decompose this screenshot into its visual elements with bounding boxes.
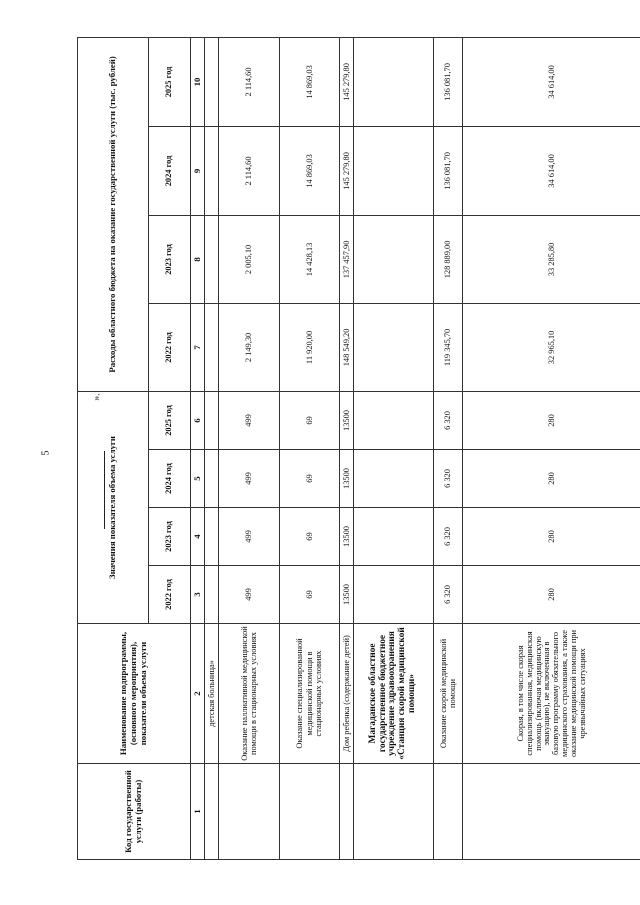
closing-line <box>104 451 105 529</box>
row-value <box>354 391 434 449</box>
row-expense <box>205 215 219 303</box>
table-row <box>279 37 339 859</box>
column-number-row <box>190 37 205 859</box>
year-2025-values: 2025 год <box>148 391 190 449</box>
row-expense: 2 114,60 <box>219 37 279 126</box>
row-value <box>354 566 434 624</box>
row-code <box>219 764 279 860</box>
row-expense: 32 965,10 <box>463 303 640 391</box>
row-expense <box>354 37 434 126</box>
row-expense: 145 279,80 <box>339 37 353 126</box>
row-name: Магаданское областное государственное бюджетное учреждение здравоохранения «Станция скорой медицинской помощи» <box>354 624 434 764</box>
header-code: Код государственной услуги (работы) <box>78 764 191 860</box>
row-value <box>354 450 434 508</box>
row-expense: 137 457,90 <box>339 215 353 303</box>
row-code <box>279 764 339 860</box>
column-number: 2 <box>190 624 205 764</box>
row-expense: 14 869,03 <box>279 37 339 126</box>
row-name: Скорая, в том числе скорая специализированная, медицинская помощь (включая медицинскую эвакуацию), не включенная в базовую программу обязательного медицинского страхования, а также оказание медицинской помощи при чрезвычайных ситуациях <box>463 624 640 764</box>
row-code <box>339 764 353 860</box>
row-expense: 145 279,80 <box>339 126 353 215</box>
row-expense: 136 081,70 <box>433 37 463 126</box>
column-number: 5 <box>190 450 205 508</box>
header-values: Значения показателя объема услуги <box>78 391 149 623</box>
column-number: 3 <box>190 566 205 624</box>
row-value: 280 <box>463 450 640 508</box>
year-2025-expenses: 2025 год <box>148 37 190 126</box>
row-value <box>205 508 219 566</box>
row-value: 69 <box>279 566 339 624</box>
header-row-1 <box>78 37 149 859</box>
year-2022-values: 2022 год <box>148 566 190 624</box>
row-value: 6 320 <box>433 391 463 449</box>
row-value: 13500 <box>339 566 353 624</box>
row-value: 499 <box>219 508 279 566</box>
column-number: 10 <box>190 37 205 126</box>
row-expense: 11 920,00 <box>279 303 339 391</box>
year-2023-values: 2023 год <box>148 508 190 566</box>
row-name: Оказание специализированной медицинской помощи в стационарных условиях <box>279 624 339 764</box>
row-value: 6 320 <box>433 450 463 508</box>
header-name: Наименование подпрограммы, (основного мероприятия), показатели объема услуги <box>78 624 191 764</box>
column-number: 8 <box>190 215 205 303</box>
row-code <box>205 764 219 860</box>
row-value: 499 <box>219 566 279 624</box>
year-2024-values: 2024 год <box>148 450 190 508</box>
page-number: 5 <box>40 450 52 456</box>
table-row <box>433 37 463 859</box>
row-expense <box>205 126 219 215</box>
row-value: 69 <box>279 391 339 449</box>
column-number: 1 <box>190 764 205 860</box>
row-value: 499 <box>219 391 279 449</box>
row-expense <box>205 37 219 126</box>
table-row <box>219 37 279 859</box>
table-row <box>339 37 353 859</box>
row-expense: 2 114,60 <box>219 126 279 215</box>
row-expense: 34 614,00 <box>463 37 640 126</box>
row-expense: 119 345,70 <box>433 303 463 391</box>
year-2022-expenses: 2022 год <box>148 303 190 391</box>
row-value: 13500 <box>339 391 353 449</box>
row-name: Дом ребенка (содержание детей) <box>339 624 353 764</box>
row-expense: 148 549,20 <box>339 303 353 391</box>
column-number: 7 <box>190 303 205 391</box>
row-expense: 14 869,03 <box>279 126 339 215</box>
row-value: 6 320 <box>433 508 463 566</box>
row-code <box>463 764 640 860</box>
row-name: детская больница» <box>205 624 219 764</box>
row-code <box>433 764 463 860</box>
row-value: 499 <box>219 450 279 508</box>
row-expense: 14 428,13 <box>279 215 339 303</box>
row-value: 280 <box>463 508 640 566</box>
row-value: 280 <box>463 391 640 449</box>
row-name: Оказание паллиативной медицинской помощи в стационарных условиях <box>219 624 279 764</box>
row-value <box>354 508 434 566</box>
row-code <box>354 764 434 860</box>
row-expense <box>354 215 434 303</box>
row-expense: 128 889,00 <box>433 215 463 303</box>
column-number: 4 <box>190 508 205 566</box>
header-expenses: Расходы областного бюджета на оказание государственной услуги (тыс. рублей) <box>78 37 149 391</box>
row-expense <box>205 303 219 391</box>
row-value <box>205 450 219 508</box>
row-expense: 136 081,70 <box>433 126 463 215</box>
rotated-table-wrapper <box>77 38 640 860</box>
column-number: 9 <box>190 126 205 215</box>
row-expense: 2 149,30 <box>219 303 279 391</box>
row-expense: 33 285,80 <box>463 215 640 303</box>
column-number: 6 <box>190 391 205 449</box>
row-value: 69 <box>279 450 339 508</box>
table-row <box>463 37 640 859</box>
row-value: 13500 <box>339 450 353 508</box>
row-name: Оказание скорой медицинской помощи <box>433 624 463 764</box>
services-table <box>77 37 640 860</box>
row-value: 13500 <box>339 508 353 566</box>
row-expense <box>354 303 434 391</box>
year-2023-expenses: 2023 год <box>148 215 190 303</box>
closing-quote: ». <box>91 393 103 401</box>
row-expense: 34 614,00 <box>463 126 640 215</box>
row-value <box>205 391 219 449</box>
year-2024-expenses: 2024 год <box>148 126 190 215</box>
row-value: 69 <box>279 508 339 566</box>
row-expense: 2 005,10 <box>219 215 279 303</box>
row-value <box>205 566 219 624</box>
row-value: 6 320 <box>433 566 463 624</box>
table-row <box>354 37 434 859</box>
row-value: 280 <box>463 566 640 624</box>
table-row <box>205 37 219 859</box>
row-expense <box>354 126 434 215</box>
